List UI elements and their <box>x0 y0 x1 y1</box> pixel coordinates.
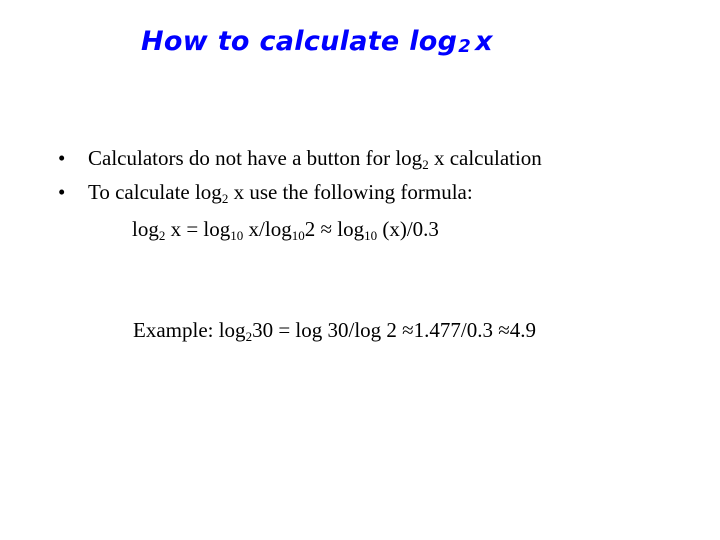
slide-title <box>141 26 493 57</box>
formula-sub-1: 2 <box>158 228 166 243</box>
formula-sub-4: 10 <box>364 228 378 243</box>
formula-part-1: log <box>132 217 159 241</box>
formula-part-4: 2 ≈ log <box>304 217 365 241</box>
bullet-1-text: Calculators do not have a button for log <box>88 146 423 170</box>
bullet-1-text-end: x calculation <box>428 146 542 170</box>
formula-part-2: x = log <box>165 217 231 241</box>
example-line <box>133 318 536 343</box>
title-variable: x <box>475 26 493 57</box>
formula-part-5: (x)/0.3 <box>377 217 439 241</box>
formula-part-3: x/log <box>243 217 292 241</box>
formula-line <box>132 217 439 242</box>
bullet-item-1 <box>58 146 542 171</box>
example-part-1: Example: log <box>133 318 246 342</box>
formula-sub-2: 10 <box>230 228 244 243</box>
bullet-2-text-end: x use the following formula: <box>228 180 473 204</box>
bullet-icon: • <box>58 180 66 204</box>
title-subscript: 2 <box>458 36 472 57</box>
example-sub-1: 2 <box>245 329 253 344</box>
bullet-1-subscript: 2 <box>422 157 429 172</box>
title-text: How to calculate log <box>141 26 458 57</box>
formula-sub-3: 10 <box>291 228 305 243</box>
bullet-item-2 <box>58 180 473 205</box>
bullet-2-text: To calculate log <box>88 180 222 204</box>
bullet-icon: • <box>58 146 66 170</box>
bullet-2-subscript: 2 <box>221 191 229 206</box>
example-part-2: 30 = log 30/log 2 ≈1.477/0.3 ≈4.9 <box>252 318 537 342</box>
